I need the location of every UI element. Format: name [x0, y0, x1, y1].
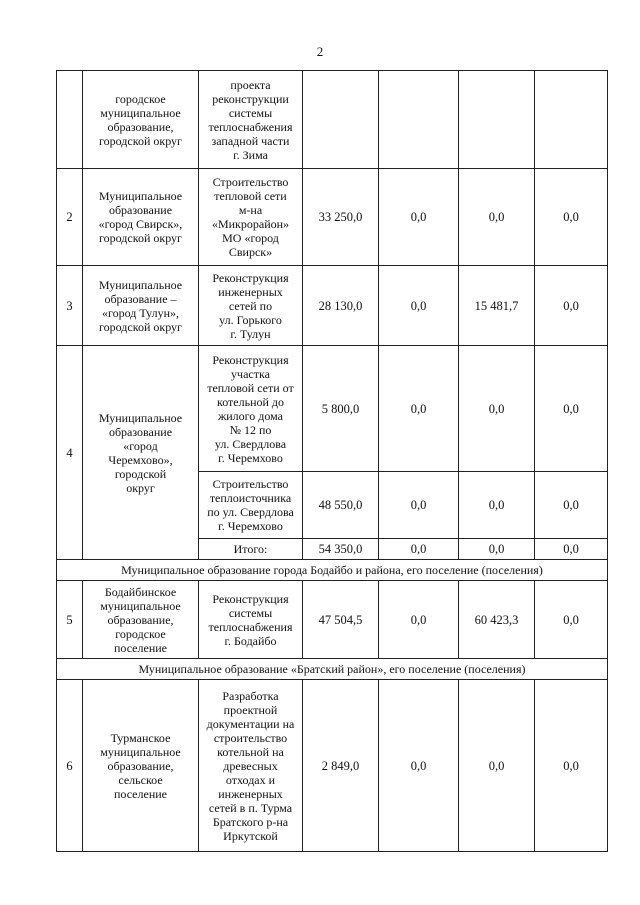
project-cell: Реконструкция инженерных сетей по ул. Горького г. Тулун [199, 266, 303, 346]
value-cell [379, 71, 459, 169]
section-header: Муниципальное образование города Бодайбо и района, его поселение (поселения) [57, 560, 608, 581]
project-cell: Строительство теплоисточника по ул. Свердлова г. Черемхово [199, 472, 303, 539]
value-cell: 0,0 [379, 472, 459, 539]
value-cell: 28 130,0 [303, 266, 379, 346]
value-cell: 15 481,7 [459, 266, 535, 346]
section-header-row [57, 560, 608, 581]
value-cell: 0,0 [535, 169, 608, 266]
value-cell: 0,0 [379, 581, 459, 659]
value-cell: 0,0 [459, 346, 535, 472]
projects-table [56, 70, 608, 852]
value-cell [535, 71, 608, 169]
row-number-cell: 6 [57, 680, 83, 852]
value-cell: 47 504,5 [303, 581, 379, 659]
section-header-row [57, 659, 608, 680]
row-number-cell: 3 [57, 266, 83, 346]
table-row [57, 71, 608, 169]
total-label: Итого: [199, 539, 303, 560]
project-cell: Разработка проектной документации на строительство котельной на древесных отходах и инженерных сетей в п. Турма Братского р-на Иркутской [199, 680, 303, 852]
project-cell: Реконструкция системы теплоснабжения г. Бодайбо [199, 581, 303, 659]
page-number: 2 [316, 44, 324, 59]
value-cell: 48 550,0 [303, 472, 379, 539]
row-number-cell: 5 [57, 581, 83, 659]
total-value-cell: 0,0 [459, 539, 535, 560]
value-cell: 33 250,0 [303, 169, 379, 266]
table-row [57, 169, 608, 266]
table-row [57, 266, 608, 346]
municipality-cell: Муниципальное образование «город Свирск», городской округ [83, 169, 199, 266]
value-cell: 0,0 [535, 472, 608, 539]
value-cell [459, 71, 535, 169]
value-cell: 0,0 [535, 581, 608, 659]
value-cell: 0,0 [535, 680, 608, 852]
row-number-cell [57, 71, 83, 169]
project-cell: Строительство тепловой сети м-на «Микрорайон» МО «город Свирск» [199, 169, 303, 266]
value-cell: 60 423,3 [459, 581, 535, 659]
table-row [57, 346, 608, 472]
value-cell: 0,0 [379, 346, 459, 472]
value-cell: 5 800,0 [303, 346, 379, 472]
row-number-cell: 4 [57, 346, 83, 560]
value-cell: 2 849,0 [303, 680, 379, 852]
value-cell: 0,0 [379, 169, 459, 266]
project-cell: Реконструкция участка тепловой сети от котельной до жилого дома № 12 по ул. Свердлова г. Черемхово [199, 346, 303, 472]
project-cell: проекта реконструкции системы теплоснабжения западной части г. Зима [199, 71, 303, 169]
value-cell: 0,0 [379, 680, 459, 852]
total-value-cell: 0,0 [379, 539, 459, 560]
municipality-cell: городское муниципальное образование, городской округ [83, 71, 199, 169]
municipality-cell: Муниципальное образование – «город Тулун», городской округ [83, 266, 199, 346]
municipality-cell: Турманское муниципальное образование, сельское поселение [83, 680, 199, 852]
table-row [57, 581, 608, 659]
total-value-cell: 54 350,0 [303, 539, 379, 560]
municipality-cell: Бодайбинское муниципальное образование, городское поселение [83, 581, 199, 659]
value-cell [303, 71, 379, 169]
value-cell: 0,0 [535, 266, 608, 346]
value-cell: 0,0 [459, 169, 535, 266]
value-cell: 0,0 [379, 266, 459, 346]
row-number-cell: 2 [57, 169, 83, 266]
municipality-cell: Муниципальное образование «город Черемхово», городской округ [83, 346, 199, 560]
section-header: Муниципальное образование «Братский район», его поселение (поселения) [57, 659, 608, 680]
table-row [57, 680, 608, 852]
value-cell: 0,0 [459, 680, 535, 852]
value-cell: 0,0 [459, 472, 535, 539]
value-cell: 0,0 [535, 346, 608, 472]
total-value-cell: 0,0 [535, 539, 608, 560]
